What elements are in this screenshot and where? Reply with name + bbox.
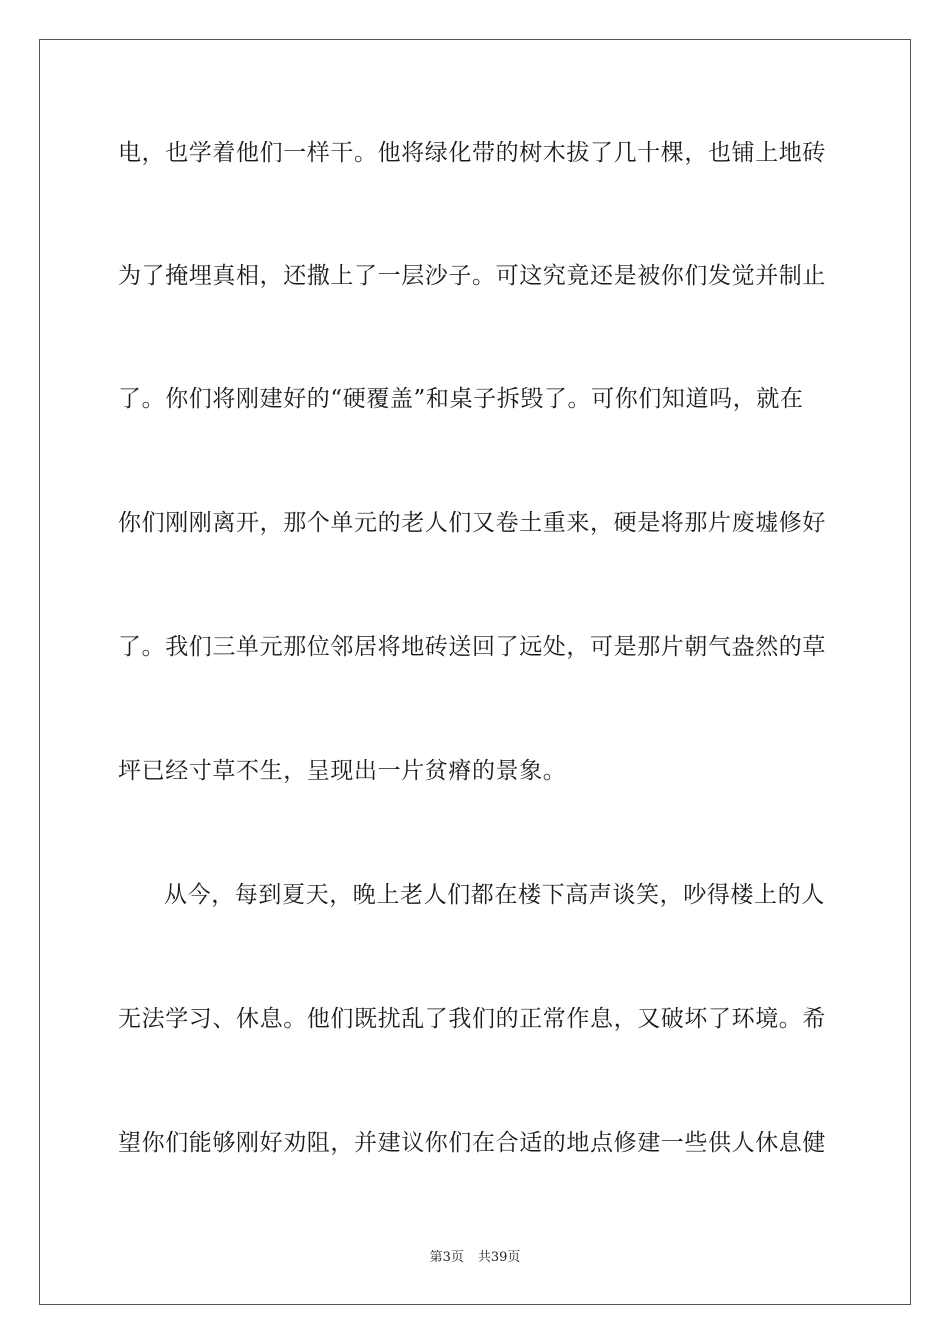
page-number: 第3页 [429, 1250, 464, 1265]
page-footer [0, 1249, 950, 1267]
text-line: 电，也学着他们一样干。他将绿化带的树木拔了几十棵，也铺上地砖 [118, 140, 826, 166]
text-line: 为了掩埋真相，还撒上了一层沙子。可这究竟还是被你们发觉并制止 [118, 263, 826, 289]
text-line: 坪已经寸草不生，呈现出一片贫瘠的景象。 [118, 758, 567, 784]
text-line: 望你们能够刚好劝阻，并建议你们在合适的地点修建一些供人休息健 [118, 1130, 826, 1156]
page-total: 共39页 [477, 1250, 521, 1265]
text-line: 你们刚刚离开，那个单元的老人们又卷土重来，硬是将那片废墟修好 [118, 510, 826, 536]
text-line: 无法学习、休息。他们既扰乱了我们的正常作息，又破坏了环境。希 [118, 1006, 826, 1032]
page-border [39, 39, 911, 1305]
text-line: 了。我们三单元那位邻居将地砖送回了远处，可是那片朝气盎然的草 [118, 634, 826, 660]
text-line: 了。你们将刚建好的“硬覆盖”和桌子拆毁了。可你们知道吗，就在 [118, 386, 804, 412]
paragraph-first-line: 从今，每到夏天，晚上老人们都在楼下高声谈笑，吵得楼上的人 [164, 882, 825, 908]
